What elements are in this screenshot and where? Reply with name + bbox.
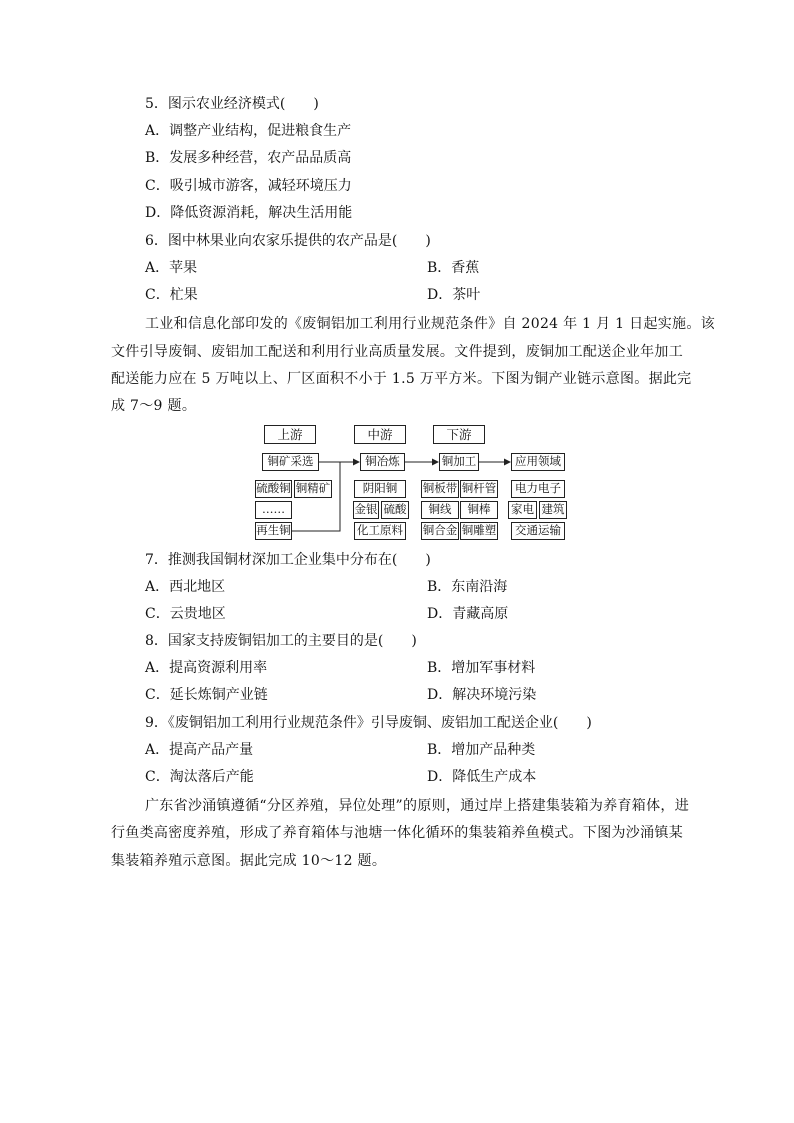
- question-7-option-a: A．西北地区: [145, 579, 226, 595]
- question-5-option-a: A．调整产业结构，促进粮食生产: [145, 123, 352, 139]
- question-6-option-a: A．苹果: [145, 260, 198, 276]
- upstream-item-copper-concentrate: 铜精矿: [294, 480, 332, 498]
- question-6-option-c: C．杧果: [145, 287, 198, 303]
- downstream-item-copper-wire: 铜线: [421, 501, 459, 519]
- header-downstream: 下游: [433, 425, 485, 444]
- application-item-power-electronics: 电力电子: [511, 480, 565, 498]
- question-5-option-c: C．吸引城市游客，减轻环境压力: [145, 178, 352, 194]
- node-copper-smelting: 铜冶炼: [360, 453, 405, 471]
- midstream-item-cathode-copper: 阴阳铜: [354, 480, 406, 498]
- header-upstream: 上游: [264, 425, 316, 444]
- question-7-stem: 7．推测我国铜材深加工企业集中分布在( ): [145, 552, 431, 568]
- node-application-fields: 应用领域: [511, 453, 565, 471]
- question-6-stem: 6．图中林果业向农家乐提供的农产品是( ): [145, 233, 431, 249]
- downstream-item-copper-strip: 铜板带: [421, 480, 459, 498]
- node-copper-mining: 铜矿采选: [262, 453, 319, 471]
- question-7-option-c: C．云贵地区: [145, 606, 226, 622]
- upstream-item-recycled-copper: 再生铜: [255, 522, 292, 540]
- passage-1-line-4: 成 7～9 题。: [111, 398, 197, 414]
- downstream-item-copper-alloy: 铜合金: [421, 522, 459, 540]
- question-8-option-c: C．延长炼铜产业链: [145, 687, 268, 703]
- question-9-option-a: A．提高产品产量: [145, 742, 254, 758]
- passage-2-line-1: 广东省沙涌镇遵循“分区养殖，异位处理”的原则，通过岸上搭建集装箱为养育箱体，进: [145, 798, 690, 814]
- header-midstream: 中游: [354, 425, 406, 444]
- question-9-option-b: B．增加产品种类: [427, 742, 536, 758]
- midstream-item-gold-silver: 金银: [353, 501, 379, 519]
- passage-2-line-2: 行鱼类高密度养殖，形成了养育箱体与池塘一体化循环的集装箱养鱼模式。下图为沙涌镇某: [111, 825, 683, 841]
- upstream-item-copper-sulfate: 硫酸铜: [255, 480, 292, 498]
- question-5-option-d: D．降低资源消耗，解决生活用能: [145, 205, 353, 221]
- midstream-item-chemical-raw-materials: 化工原料: [354, 522, 406, 540]
- question-6-option-d: D．茶叶: [427, 287, 481, 303]
- question-9-option-c: C．淘汰落后产能: [145, 769, 254, 785]
- question-8-stem: 8．国家支持废铜铝加工的主要目的是( ): [145, 633, 417, 649]
- question-9-option-d: D．降低生产成本: [427, 769, 537, 785]
- application-item-transportation: 交通运输: [511, 522, 565, 540]
- question-9-stem: 9．《废铜铝加工利用行业规范条件》引导废铜、废铝加工配送企业( ): [145, 715, 592, 731]
- question-6-option-b: B．香蕉: [427, 260, 480, 276]
- question-8-option-d: D．解决环境污染: [427, 687, 537, 703]
- downstream-item-copper-rod-tube: 铜杆管: [460, 480, 498, 498]
- passage-2-line-3: 集装箱养殖示意图。据此完成 10～12 题。: [111, 853, 387, 869]
- upstream-item-ellipsis: ……: [255, 501, 292, 519]
- application-item-home-appliances: 家电: [508, 501, 537, 519]
- passage-1-line-1: 工业和信息化部印发的《废铜铝加工利用行业规范条件》自 2024 年 1 月 1 日起实施。该: [145, 316, 715, 332]
- application-item-construction: 建筑: [539, 501, 567, 519]
- question-5-stem: 5．图示农业经济模式( ): [145, 96, 319, 112]
- midstream-item-sulfuric-acid: 硫酸: [381, 501, 409, 519]
- passage-1-line-2: 文件引导废铜、废铝加工配送和利用行业高质量发展。文件提到，废铜加工配送企业年加工: [111, 344, 683, 360]
- question-8-option-a: A．提高资源利用率: [145, 660, 268, 676]
- node-copper-processing: 铜加工: [439, 453, 479, 471]
- question-5-option-b: B．发展多种经营，农产品品质高: [145, 150, 352, 166]
- question-8-option-b: B．增加军事材料: [427, 660, 536, 676]
- question-7-option-b: B．东南沿海: [427, 579, 508, 595]
- passage-1-line-3: 配送能力应在 5 万吨以上、厂区面积不小于 1.5 万平方米。下图为铜产业链示意图。据此完: [111, 371, 692, 387]
- downstream-item-copper-sculpture: 铜雕塑: [460, 522, 498, 540]
- question-7-option-d: D．青藏高原: [427, 606, 509, 622]
- downstream-item-copper-bar: 铜棒: [460, 501, 498, 519]
